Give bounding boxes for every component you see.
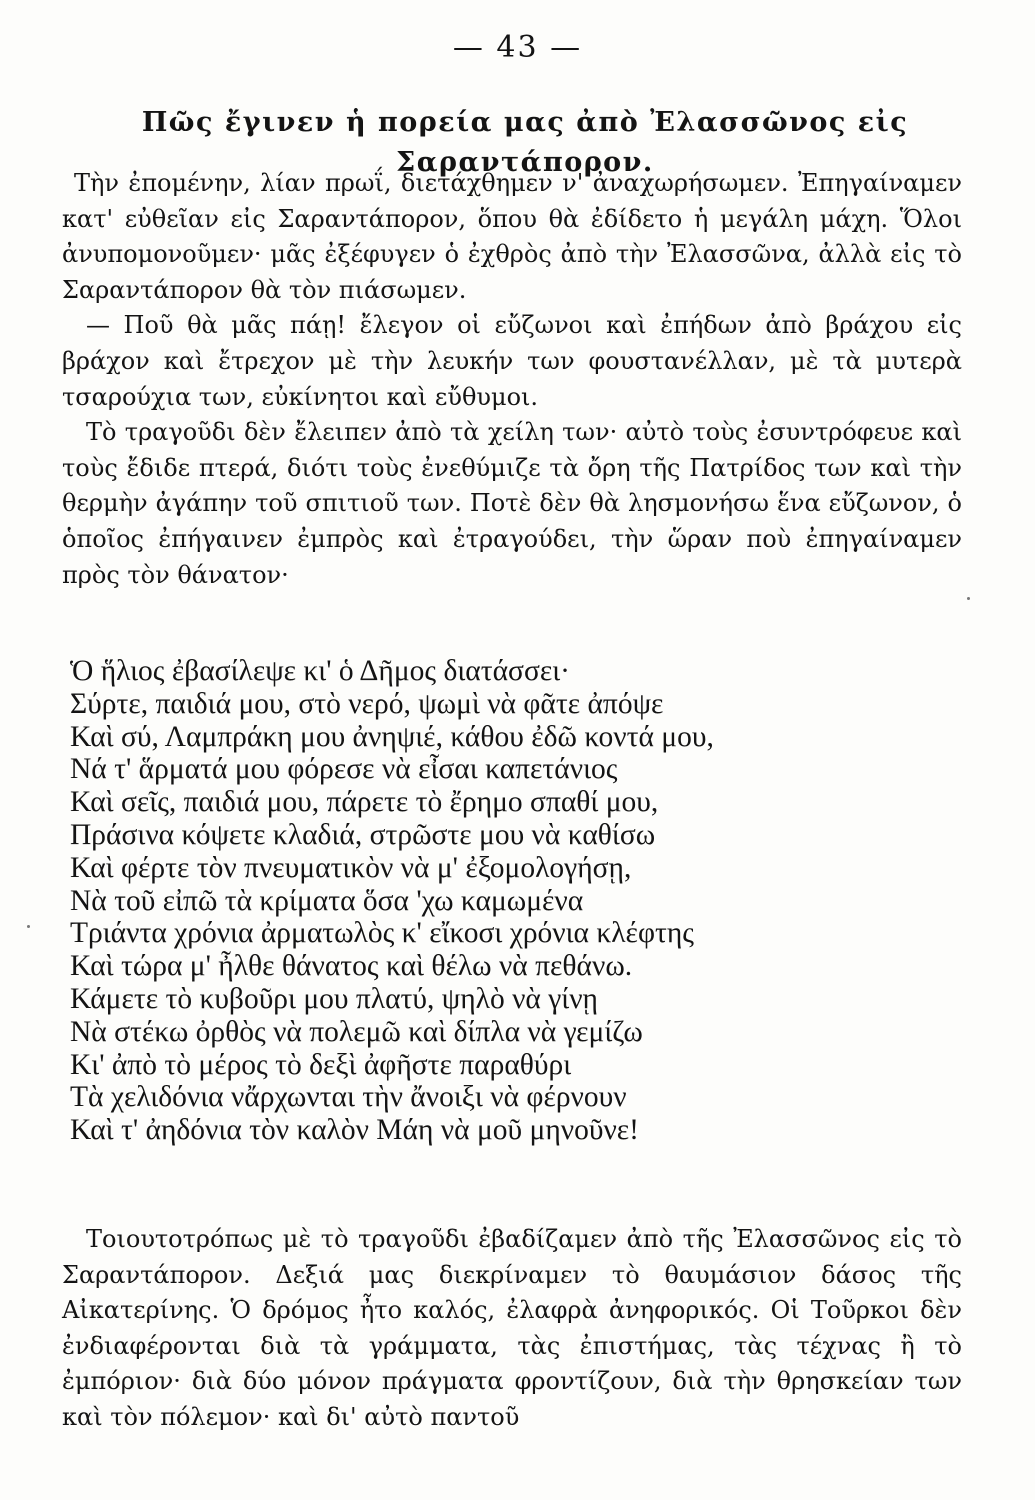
page-number: — 43 — xyxy=(452,30,583,65)
paragraph: Τὸ τραγοῦδι δὲν ἔλειπεν ἀπὸ τὰ χείλη των· αὐτὸ τοὺς ἐσυντρόφευε καὶ τοὺς ἔδιδε πτερά, διότι τοὺς ἐνεθύμιζε τὰ ὄρη τῆς Πατρίδος των καὶ τὴν θερμὴν ἀγάπην τοῦ σπιτιοῦ των. Ποτὲ δὲν θὰ λησμονήσω ἕνα εὔζωνον, ὁ ὁποῖος ἐπήγαινεν ἐμπρὸς καὶ ἐτραγούδει, τὴν ὥραν ποὺ ἐπηγαίναμεν πρὸς τὸν θάνατον· xyxy=(62,418,962,589)
paper-speck xyxy=(967,597,970,600)
verse-line: Καὶ σεῖς, παιδιά μου, πάρετε τὸ ἔρημο σπαθί μου, xyxy=(70,786,659,819)
verse-line: Καὶ σύ, Λαμπράκη μου ἀνηψιέ, κάθου ἐδῶ κοντά μου, xyxy=(70,720,714,753)
folk-song-verse xyxy=(70,655,950,1147)
verse-line: Νά τ' ἅρματά μου φόρεσε νὰ εἶσαι καπετάνιος xyxy=(70,753,618,786)
verse-line: Κάμετε τὸ κυβοῦρι μου πλατύ, ψηλὸ νὰ γίνῃ xyxy=(70,982,598,1015)
verse-line: Καὶ τώρα μ' ἦλθε θάνατος καὶ θέλω νὰ πεθάνω. xyxy=(70,950,633,983)
paragraph: Τὴν ἐπομένην, λίαν πρωΐ, διετάχθημεν ν' ἀναχωρήσωμεν. Ἐπηγαίναμεν κατ' εὐθεῖαν εἰς Σαραντάπορον, ὅπου θὰ ἐδίδετο ἡ μεγάλη μάχη. Ὅλοι ἀνυπομονοῦμεν· μᾶς ἐξέφυγεν ὁ ἐχθρὸς ἀπὸ τὴν Ἐλασσῶνα, ἀλλὰ εἰς τὸ Σαραντάπορον θὰ τὸν πιάσωμεν. xyxy=(62,169,962,304)
paragraph: — Ποῦ θὰ μᾶς πάῃ! ἔλεγον οἱ εὔζωνοι καὶ ἐπήδων ἀπὸ βράχου εἰς βράχον καὶ ἔτρεχον μὲ τὴν λευκήν των φουστανέλλαν, μὲ τὰ μυτερὰ τσαρούχια των, εὐκίνητοι καὶ εὔθυμοι. xyxy=(62,311,962,411)
verse-line: Τὰ χελιδόνια νἄρχωνται τὴν ἄνοιξι νὰ φέρνουν xyxy=(70,1081,627,1114)
paragraph: Τοιουτοτρόπως μὲ τὸ τραγοῦδι ἐβαδίζαμεν ἀπὸ τῆς Ἐλασσῶνος εἰς τὸ Σαραντάπορον. Δεξιά μας διεκρίναμεν τὸ θαυμάσιον δάσος τῆς Αἰκατερίνης. Ὁ δρόμος ἦτο καλός, ἐλαφρὰ ἀνηφορικός. Οἱ Τοῦρκοι δὲν ἐνδιαφέρονται διὰ τὰ γράμματα, τὰς ἐπιστήμας, τὰς τέχνας ἢ τὸ ἐμπόριον· διὰ δύο μόνον πράγματα φροντίζουν, διὰ τὴν θρησκείαν των καὶ τὸν πόλεμον· καὶ δι' αὐτὸ παντοῦ xyxy=(62,1225,962,1431)
verse-line: Καὶ τ' ἀηδόνια τὸν καλὸν Μάη νὰ μοῦ μηνοῦνε! xyxy=(70,1114,639,1147)
verse-line: Πράσινα κόψετε κλαδιά, στρῶστε μου νὰ καθίσω xyxy=(70,818,656,851)
verse-line: Τριάντα χρόνια ἀρματωλὸς κ' εἴκοσι χρόνια κλέφτης xyxy=(70,917,694,950)
verse-line: Νὰ τοῦ εἰπῶ τὰ κρίματα ὅσα 'χω καμωμένα xyxy=(70,884,584,917)
verse-line: Σύρτε, παιδιά μου, στὸ νερό, ψωμὶ νὰ φᾶτε ἀπόψε xyxy=(70,687,664,720)
paper-speck xyxy=(27,925,30,928)
verse-line: Καὶ φέρτε τὸν πνευματικὸν νὰ μ' ἐξομολογήσῃ, xyxy=(70,851,632,884)
verse-line: Νὰ στέκω ὀρθὸς νὰ πολεμῶ καὶ δίπλα νὰ γεμίζω xyxy=(70,1015,643,1048)
opening-prose xyxy=(62,166,962,593)
verse-line: Κι' ἀπὸ τὸ μέρος τὸ δεξὶ ἀφῆστε παραθύρι xyxy=(70,1048,572,1081)
verse-line: Ὁ ἥλιος ἐβασίλεψε κι' ὁ Δῆμος διατάσσει· xyxy=(70,655,571,687)
chapter-heading: Πῶς ἔγινεν ἡ πορεία μας ἀπὸ Ἐλασσῶνος εἰς Σαραντάπορον. xyxy=(141,107,909,178)
closing-prose xyxy=(62,1222,962,1436)
